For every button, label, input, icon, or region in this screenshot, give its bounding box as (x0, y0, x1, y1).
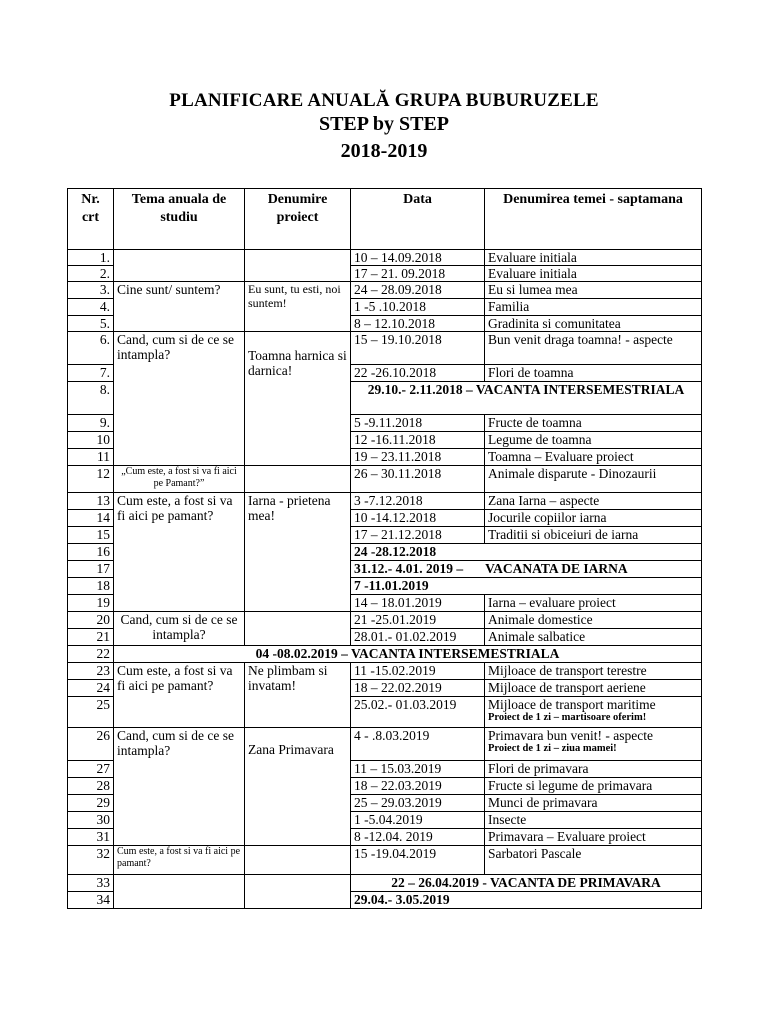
row-theme: Primavara – Evaluare proiect (485, 829, 702, 846)
row-nr: 27 (68, 761, 114, 778)
proiect-cell: Ne plimbam si invatam! (245, 663, 351, 728)
row-theme: Munci de primavara (485, 795, 702, 812)
table-row (68, 250, 702, 266)
tema-cell: Cand, cum si de ce se intampla? (114, 728, 245, 846)
row-nr: 5. (68, 316, 114, 332)
row-theme-text: Mijloace de transport maritime (488, 697, 656, 712)
row-nr: 14 (68, 510, 114, 527)
row-nr: 20 (68, 612, 114, 629)
row-nr: 6. (68, 332, 114, 365)
proiect-cell-empty (245, 875, 351, 909)
row-date: 1 -5 .10.2018 (351, 299, 485, 316)
tema-cell: Cine sunt/ suntem? (114, 282, 245, 332)
row-nr: 9. (68, 415, 114, 432)
row-nr: 15 (68, 527, 114, 544)
row-date: 8 – 12.10.2018 (351, 316, 485, 332)
row-nr: 28 (68, 778, 114, 795)
row-theme: Mijloace de transport terestre (485, 663, 702, 680)
vacation-winter-2 (351, 561, 702, 578)
document-title: PLANIFICARE ANUALĂ GRUPA BUBURUZELE (169, 90, 599, 111)
table-row (68, 466, 702, 493)
row-note: Proiect de 1 zi – ziua mamei! (488, 743, 617, 754)
row-nr: 12 (68, 466, 114, 493)
row-nr: 1. (68, 250, 114, 266)
tema-cell: Cum este, a fost si va fi aici pe pamant? (114, 493, 245, 612)
vacation-autumn: 29.10.- 2.11.2018 – VACANTA INTERSEMESTRIALA (351, 382, 702, 415)
row-theme: Animale salbatice (485, 629, 702, 646)
row-nr: 30 (68, 812, 114, 829)
row-theme: Animale disparute - Dinozaurii (485, 466, 702, 493)
row-theme: Familia (485, 299, 702, 316)
row-nr: 3. (68, 282, 114, 299)
row-nr: 11 (68, 449, 114, 466)
row-nr: 4. (68, 299, 114, 316)
row-theme: Zana Iarna – aspecte (485, 493, 702, 510)
row-date: 17 – 21. 09.2018 (351, 266, 485, 282)
row-theme: Traditii si obiceiuri de iarna (485, 527, 702, 544)
proiect-cell: Eu sunt, tu esti, noi suntem! (245, 282, 351, 332)
header-proiect: Denumire proiect (245, 189, 351, 250)
row-date: 14 – 18.01.2019 (351, 595, 485, 612)
row-theme: Insecte (485, 812, 702, 829)
vacation-spring: 22 – 26.04.2019 - VACANTA DE PRIMAVARA (351, 875, 702, 892)
row-date: 25.02.- 01.03.2019 (351, 697, 485, 728)
vacation-spring-2: 29.04.- 3.05.2019 (351, 892, 702, 909)
vacation-winter-1: 24 -28.12.2018 (351, 544, 702, 561)
row-nr: 21 (68, 629, 114, 646)
table-row (68, 282, 702, 299)
row-date: 11 -15.02.2019 (351, 663, 485, 680)
tema-cell: Cand, cum si de ce se intampla? (114, 332, 245, 466)
row-theme: Iarna – evaluare proiect (485, 595, 702, 612)
row-theme: Sarbatori Pascale (485, 846, 702, 875)
proiect-cell: Zana Primavara (245, 728, 351, 846)
tema-cell: Cum este, a fost si va fi aici pe pamant? (114, 846, 245, 875)
proiect-cell: Iarna - prietena mea! (245, 493, 351, 612)
row-date: 11 – 15.03.2019 (351, 761, 485, 778)
row-theme: Fructe si legume de primavara (485, 778, 702, 795)
header-nr: Nr. crt (68, 189, 114, 250)
row-theme: Jocurile copiilor iarna (485, 510, 702, 527)
row-date: 3 -7.12.2018 (351, 493, 485, 510)
row-date: 19 – 23.11.2018 (351, 449, 485, 466)
tema-cell-empty (114, 250, 245, 282)
row-date: 28.01.- 01.02.2019 (351, 629, 485, 646)
header-data: Data (351, 189, 485, 250)
row-date: 25 – 29.03.2019 (351, 795, 485, 812)
row-theme: Flori de primavara (485, 761, 702, 778)
proiect-cell: Toamna harnica si darnica! (245, 332, 351, 466)
row-date: 24 – 28.09.2018 (351, 282, 485, 299)
vacation-winter-2-dates: 31.12.- 4.01. 2019 – (354, 561, 464, 576)
row-date: 15 -19.04.2019 (351, 846, 485, 875)
row-theme: Mijloace de transport aeriene (485, 680, 702, 697)
row-note: Proiect de 1 zi – martisoare oferim! (488, 712, 647, 723)
row-theme: Fructe de toamna (485, 415, 702, 432)
row-date: 21 -25.01.2019 (351, 612, 485, 629)
row-nr: 26 (68, 728, 114, 761)
tema-cell: Cum este, a fost si va fi aici pe pamant? (114, 663, 245, 728)
row-date: 17 – 21.12.2018 (351, 527, 485, 544)
tema-cell: „Cum este, a fost si va fi aici pe Pamant?” (114, 466, 245, 493)
table-row (68, 332, 702, 365)
row-nr: 2. (68, 266, 114, 282)
row-nr: 22 (68, 646, 114, 663)
row-theme: Bun venit draga toamna! - aspecte (485, 332, 702, 365)
row-date: 10 -14.12.2018 (351, 510, 485, 527)
row-date: 12 -16.11.2018 (351, 432, 485, 449)
row-date: 4 - .8.03.2019 (351, 728, 485, 761)
row-date: 15 – 19.10.2018 (351, 332, 485, 365)
row-theme: Animale domestice (485, 612, 702, 629)
row-date: 8 -12.04. 2019 (351, 829, 485, 846)
row-nr: 31 (68, 829, 114, 846)
table-row (68, 663, 702, 680)
row-theme: Flori de toamna (485, 365, 702, 382)
table-header-row (68, 189, 702, 250)
row-theme: Evaluare initiala (485, 266, 702, 282)
table-row (68, 612, 702, 629)
proiect-cell-empty (245, 250, 351, 282)
row-nr: 33 (68, 875, 114, 892)
row-nr: 19 (68, 595, 114, 612)
row-theme (485, 728, 702, 761)
proiect-cell-empty (245, 846, 351, 875)
row-date: 22 -26.10.2018 (351, 365, 485, 382)
table-row (68, 846, 702, 875)
row-nr: 8. (68, 382, 114, 415)
row-nr: 24 (68, 680, 114, 697)
row-nr: 13 (68, 493, 114, 510)
vacation-winter-3: 7 -11.01.2019 (351, 578, 702, 595)
row-nr: 18 (68, 578, 114, 595)
row-date: 18 – 22.03.2019 (351, 778, 485, 795)
row-theme (485, 697, 702, 728)
row-date: 18 – 22.02.2019 (351, 680, 485, 697)
row-theme: Toamna – Evaluare proiect (485, 449, 702, 466)
planning-table (67, 188, 702, 909)
row-nr: 16 (68, 544, 114, 561)
tema-cell-empty (114, 875, 245, 909)
row-date: 26 – 30.11.2018 (351, 466, 485, 493)
row-nr: 17 (68, 561, 114, 578)
proiect-cell-empty (245, 466, 351, 493)
row-date: 10 – 14.09.2018 (351, 250, 485, 266)
document-subtitle: STEP by STEP (318, 113, 450, 135)
vacation-february: 04 -08.02.2019 – VACANTA INTERSEMESTRIALA (114, 646, 702, 663)
row-theme: Gradinita si comunitatea (485, 316, 702, 332)
row-theme-text: Primavara bun venit! - aspecte (488, 728, 653, 743)
table-row (68, 493, 702, 510)
row-nr: 10 (68, 432, 114, 449)
row-theme: Eu si lumea mea (485, 282, 702, 299)
table-row (68, 875, 702, 892)
table-row (68, 728, 702, 761)
row-nr: 29 (68, 795, 114, 812)
vacation-winter-label: VACANATA DE IARNA (485, 561, 628, 576)
tema-cell: Cand, cum si de ce se intampla? (114, 612, 245, 646)
row-theme: Evaluare initiala (485, 250, 702, 266)
row-nr: 23 (68, 663, 114, 680)
header-tema: Tema anuala de studiu (114, 189, 245, 250)
school-year: 2018-2019 (340, 140, 428, 162)
proiect-cell-empty (245, 612, 351, 646)
row-nr: 34 (68, 892, 114, 909)
header-tema-saptamana: Denumirea temei - saptamana (485, 189, 702, 250)
row-theme: Legume de toamna (485, 432, 702, 449)
row-nr: 7. (68, 365, 114, 382)
row-nr: 32 (68, 846, 114, 875)
row-nr: 25 (68, 697, 114, 728)
row-date: 1 -5.04.2019 (351, 812, 485, 829)
row-date: 5 -9.11.2018 (351, 415, 485, 432)
table-row (68, 646, 702, 663)
